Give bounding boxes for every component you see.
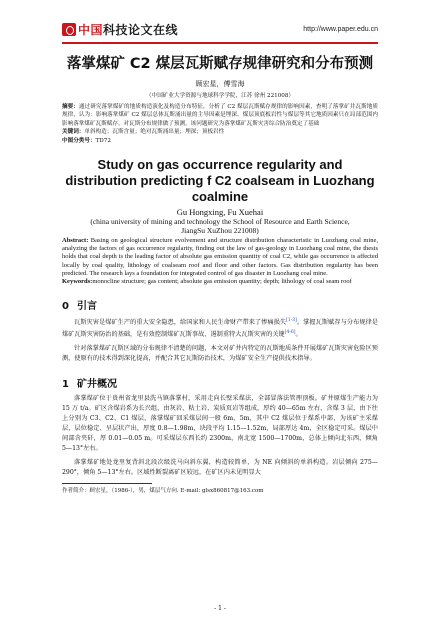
intro-paragraph-2: 针对落掌煤矿瓦斯区域的分布规律不清楚的问题，本文对矿井内特定的瓦斯地质条件开展煤矿瓦斯灾害危险区预测，使原有的技术得到深化提高，并配合其它瓦斯防治技术，为煤矿安全生产提供技术指导。	[62, 345, 378, 363]
paper-body	[62, 54, 378, 494]
header-rule	[62, 42, 378, 44]
cn-authors: 顾宏星，傅雪海	[195, 80, 245, 88]
en-affiliation	[62, 217, 378, 235]
section-heading-intro	[62, 297, 378, 312]
cn-abstract-text: 通过研究落掌煤矿的地质构造演化及构造分布特征，分析了 C2 煤层瓦斯赋存规律的影响因素，查明了落掌矿井瓦斯地质规律，认为：影响落掌煤矿 C2 煤层总体瓦斯涌出量的主导因素是埋深、煤层顶底板岩性与煤层等其它地质因素只在局部范围内影响落掌煤矿瓦斯赋存。对瓦斯分布规律做了预测。该问题研究为落掌煤矿瓦斯灾害综合防治奠定了基础	[62, 104, 378, 127]
en-keywords-text: monocline structure; gas content; absolute gas emission quantity; depth; lithology of coal seam roof	[92, 278, 352, 286]
cn-affiliation: （中国矿业大学资源与地球科学学院，江苏 徐州 221008）	[146, 93, 294, 99]
cn-classification	[62, 137, 378, 145]
mine-paragraph-2: 落掌煤矿地处龙里复背斜北段次级洗马向斜东翼，构造较简单，为 NE 向倾斜的单斜构造。岩层倾向 275—290°，倾角 5—13°左右。区域性断裂离矿区较远，在矿区内未见明显大	[62, 459, 378, 477]
cn-class-label: 中图分类号：	[62, 137, 96, 144]
mine-paragraph-1: 落掌煤矿位于贵州省龙里县洗马镇落掌村，采用走向长壁采煤法，全部冒落法管理顶板。矿井原煤生产能力为 15 万 t/a。矿区含煤岩系为长兴组，由灰岩、粘土岩、炭质页岩等组成，厚约 40—65m 左右，含煤 3 层，由下往上分别为 C3、C2、C1 煤层，落掌煤矿回采煤层间一般 6m、5m，其中 C2 煤层位于煤系中部，为该矿主采煤层，层位稳定、呈层状产出，厚度 0.8—1.98m，块段平均 1.15—1.52m，局部厚达 4m，全区稳定可采。煤层中间部含夹矸，厚 0.01—0.05 m。可采煤层东西长约 2300m，南北宽 1500—1700m，总体上倾向北东西，倾角 5—13°左右。	[62, 395, 378, 453]
journal-logo[interactable]	[62, 22, 178, 37]
cn-abstract	[62, 103, 378, 128]
logo-text-part1: 中国	[78, 23, 104, 37]
en-affiliation-line1: (china university of mining and technology the School of Resource and Earth Science,	[90, 217, 350, 227]
footnote-rule	[62, 483, 152, 484]
cn-title: 落掌煤矿 C2 煤层瓦斯赋存规律研究和分布预测	[66, 56, 374, 72]
page-header	[0, 0, 440, 44]
site-url[interactable]: http://www.paper.edu.cn	[303, 26, 378, 33]
section-number: 1	[62, 379, 69, 391]
section-number: 0	[62, 301, 69, 313]
logo-text-part2: 科技论文在线	[103, 23, 179, 37]
en-authors: Gu Hongxing, Fu Xuehai	[176, 207, 264, 218]
en-keywords	[62, 278, 378, 286]
cn-class-code: TD72	[95, 137, 111, 144]
cn-keywords	[62, 128, 378, 136]
citation-link[interactable]: [4-6]	[284, 330, 296, 336]
en-abstract-text: Basing on geological structure evolvement and structure distribution characteristic in Luozhang coal mine, analyzing the factors of gas occurrence regularity, finding out the law of gas-geology in Luozhang coal mine, the thesis holds that coal depth is the leading factor of absolute gas emission quantity of coal C2, while gas occurrence is affected locally by coal quality, lithology of coalseam roof and floor and other factors. Gas distribution regularity has been predicted. The research lays a foundation for integrated control of gas disaster in Luozhang coal mine.	[62, 237, 378, 277]
en-keywords-label: Keywords:	[62, 278, 93, 286]
section-title: 引言	[76, 301, 97, 313]
cn-keywords-text: 单斜构造；瓦斯含量；绝对瓦斯涌出量；埋深；顶板岩性	[84, 129, 225, 136]
logo-icon	[62, 23, 76, 36]
section-heading-mine	[62, 375, 378, 390]
page-number: - 1 -	[214, 605, 226, 612]
citation-link[interactable]: [1-3]	[286, 318, 297, 324]
en-abstract-label: Abstract:	[62, 237, 89, 245]
en-affiliation-line2: JiangSu XuZhou 221008)	[181, 226, 259, 236]
cn-keywords-label: 关键词：	[62, 129, 85, 136]
en-title: Study on gas occurrence regularity and distribution predicting f C2 coalseam in Luozhang coalmine	[65, 157, 375, 205]
en-abstract	[62, 237, 378, 278]
section-title: 矿井概况	[76, 379, 117, 391]
cn-abstract-label: 摘要：	[62, 104, 79, 110]
author-footnote: 作者简介：顾宏星，（1986-），男，煤层气方向. E-mail: glsx860817@163.com	[62, 487, 264, 494]
intro-paragraph-1: 瓦斯灾害是煤矿生产的重大安全隐患，给国家和人民生命财产带来了惨痛损失[1-3]。掌握瓦斯赋存与分布规律是煤矿瓦斯灾害防治的基础，是有效控制煤矿瓦斯事故、遏制重特大瓦斯灾害的关键[4-6]。	[62, 318, 378, 339]
